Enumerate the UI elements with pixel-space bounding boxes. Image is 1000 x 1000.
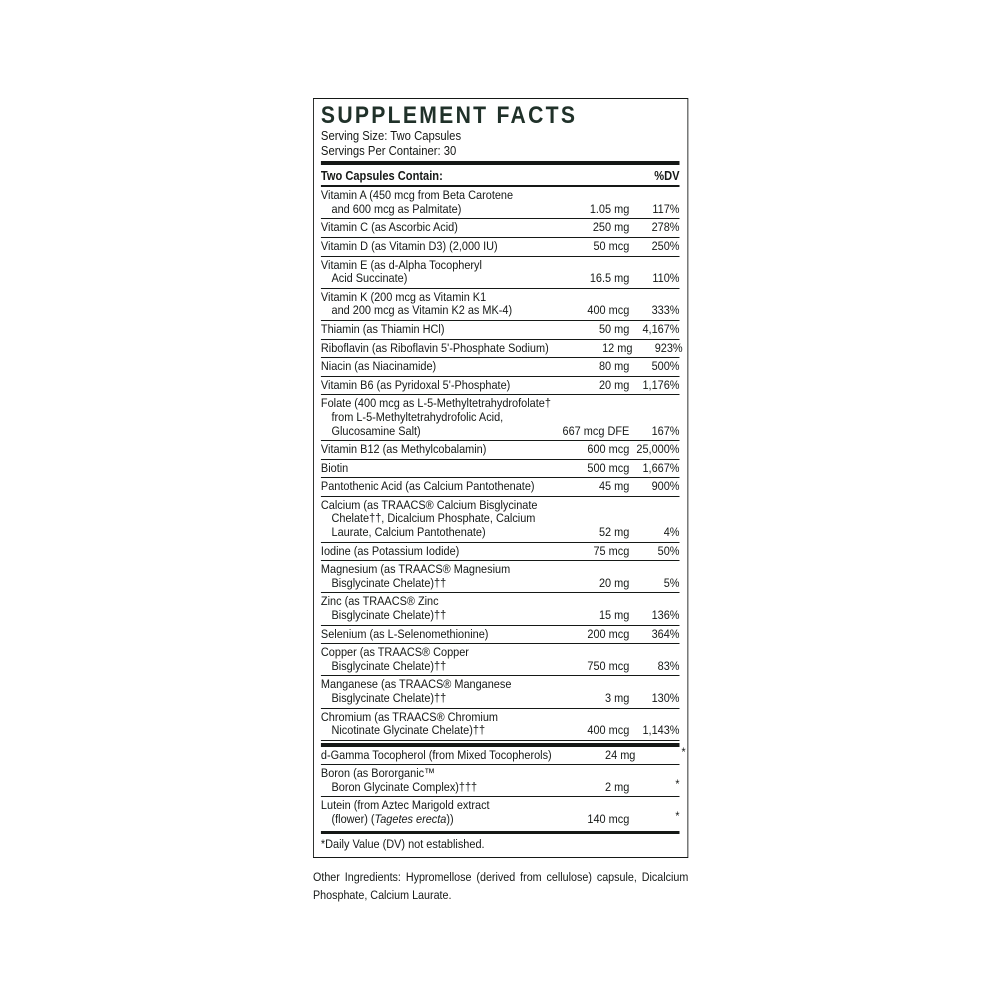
nutrient-name-line: and 600 mcg as Palmitate): [331, 201, 462, 216]
nutrient-amount: 12 mg: [602, 340, 633, 355]
nutrient-amount: 50 mcg: [593, 238, 630, 253]
nutrient-amount: 400 mcg: [587, 303, 630, 318]
other-ingredients-line2: Phosphate, Calcium Laurate.: [313, 887, 452, 902]
nutrient-name-line: Iodine (as Potassium Iodide): [320, 543, 460, 558]
nutrient-amount: 45 mg: [598, 479, 630, 494]
nutrient-name-line: Pantothenic Acid (as Calcium Pantothenate): [320, 479, 535, 494]
nutrient-row: [321, 441, 680, 460]
nutrient-name-line: Chromium (as TRAACS® Chromium: [320, 709, 499, 724]
nutrient-dv: 167%: [651, 423, 680, 438]
nutrient-row: [321, 289, 680, 321]
nutrient-amount: 750 mcg: [587, 658, 630, 673]
nutrient-amount: 16.5 mg: [589, 271, 630, 286]
nutrient-name-line: Acid Succinate): [331, 271, 408, 286]
nutrient-row: [321, 543, 680, 562]
nutrient-amount: 15 mg: [598, 608, 630, 623]
nutrient-dv: [629, 808, 680, 827]
nutrient-name-line: Vitamin C (as Ascorbic Acid): [320, 220, 458, 235]
nutrient-dv: 117%: [652, 201, 680, 216]
nutrient-name-segment: (flower) (: [331, 811, 375, 826]
nutrient-dv: 5%: [663, 575, 680, 590]
nutrient-name-segment: )): [446, 811, 454, 826]
nutrient-row: [321, 478, 680, 497]
nutrient-amount: 250 mg: [592, 220, 630, 235]
nutrient-dv: 136%: [651, 608, 680, 623]
nutrient-dv: 500%: [651, 359, 680, 374]
nutrient-name-line: Magnesium (as TRAACS® Magnesium: [320, 562, 511, 577]
nutrient-dv: 250%: [651, 238, 680, 253]
nutrient-name-line: Boron Glycinate Complex)†††: [331, 779, 478, 794]
nutrient-row: [321, 358, 680, 377]
nutrient-dv: 83%: [657, 658, 680, 673]
nutrient-amount: 400 mcg: [587, 723, 630, 738]
nutrient-name-line: Folate (400 mcg as L-5-Methyltetrahydrofolate†: [320, 396, 551, 411]
nutrient-name-line: Bisglycinate Chelate)††: [331, 575, 447, 590]
nutrient-name-line: [321, 813, 546, 827]
nutrient-dv: 900%: [651, 479, 680, 494]
nutrient-amount: 52 mg: [598, 525, 630, 540]
nutrient-amount: 75 mcg: [593, 543, 630, 558]
dv-footnote: *Daily Value (DV) not established.: [321, 831, 680, 853]
panel-title: SUPPLEMENT FACTS: [320, 102, 578, 129]
nutrient-dv: 4%: [663, 525, 680, 540]
nutrient-name-line: Manganese (as TRAACS® Manganese: [320, 677, 512, 692]
nutrient-amount: 140 mcg: [587, 811, 630, 826]
nutrient-row: [321, 676, 680, 708]
nutrient-amount: 2 mg: [605, 779, 630, 794]
nutrient-amount: 1.05 mg: [589, 201, 630, 216]
nutrient-name-italic-segment: Tagetes erecta: [374, 811, 447, 826]
nutrient-name-line: Glucosamine Salt): [331, 423, 421, 438]
nutrient-dv: 364%: [651, 626, 680, 641]
nutrient-name-line: Niacin (as Niacinamide): [320, 359, 437, 374]
servings-per-container: Servings Per Container: 30: [320, 143, 457, 158]
nutrient-name-line: Riboflavin (as Riboflavin 5'-Phosphate Sodium): [320, 340, 549, 355]
nutrient-amount: 600 mcg: [587, 442, 630, 457]
nutrient-row: [321, 561, 680, 593]
nutrient-name-line: Zinc (as TRAACS® Zinc: [320, 594, 439, 609]
nutrient-row: [321, 238, 680, 257]
nutrient-row: [321, 395, 680, 441]
other-ingredients-line1: Other Ingredients: Hypromellose (derived from cellulose) capsule, Dicalcium: [313, 870, 689, 884]
nutrient-dv: 1,143%: [642, 723, 680, 738]
nutrient-dv: 110%: [652, 271, 680, 286]
nutrient-name-line: Vitamin A (450 mcg from Beta Carotene: [320, 188, 514, 203]
nutrient-row: [321, 626, 680, 645]
nutrient-name-line: Nicotinate Glycinate Chelate)††: [331, 723, 486, 738]
table-header-row: [321, 165, 680, 187]
nutrient-amount: 24 mg: [605, 747, 636, 762]
nutrient-name-line: Vitamin B12 (as Methylcobalamin): [320, 442, 487, 457]
nutrient-name-line: Chelate††, Dicalcium Phosphate, Calcium: [331, 511, 536, 526]
nutrient-name-line: Vitamin B6 (as Pyridoxal 5'-Phosphate): [320, 377, 511, 392]
nutrient-dv: 1,667%: [642, 460, 680, 475]
nutrient-amount: 20 mg: [598, 377, 630, 392]
nutrient-row: [321, 321, 680, 340]
nutrient-name-line: d-Gamma Tocopherol (from Mixed Tocopherols): [320, 747, 552, 762]
nutrient-amount: 667 mcg DFE: [562, 423, 630, 438]
nutrient-name-line: and 200 mcg as Vitamin K2 as MK-4): [331, 303, 513, 318]
nutrient-dv: 278%: [651, 220, 680, 235]
nutrient-row: [321, 709, 680, 741]
nutrient-row: [321, 765, 680, 797]
nutrient-name-line: Laurate, Calcium Pantothenate): [331, 525, 486, 540]
nutrient-dv: 1,176%: [642, 377, 680, 392]
nutrient-rows: [320, 187, 683, 741]
nutrient-row: [321, 460, 680, 479]
nutrient-amount: 80 mg: [598, 359, 630, 374]
nutrient-name-line: Calcium (as TRAACS® Calcium Bisglycinate: [320, 497, 538, 512]
nutrient-amount: 3 mg: [605, 691, 630, 705]
nutrient-row: [321, 797, 680, 830]
nutrient-name-line: from L-5-Methyltetrahydrofolic Acid,: [331, 409, 504, 424]
nutrient-row: [321, 497, 680, 543]
serving-size: Serving Size: Two Capsules: [320, 128, 462, 143]
nutrient-name-line: Thiamin (as Thiamin HCl): [320, 321, 445, 336]
nutrient-name-line: Biotin: [320, 460, 349, 475]
nutrient-dv: 130%: [651, 691, 680, 705]
nutrient-dv: 923%: [654, 340, 683, 355]
extra-nutrient-rows: [320, 744, 686, 831]
other-ingredients: [313, 869, 688, 904]
nutrient-amount: 50 mg: [598, 321, 630, 336]
nutrient-name-line: Copper (as TRAACS® Copper: [320, 645, 469, 660]
nutrient-row: [321, 187, 680, 219]
nutrient-amount: 500 mcg: [587, 460, 630, 475]
nutrient-dv: 4,167%: [642, 321, 680, 336]
nutrient-row: [320, 744, 686, 766]
dv-header-label: %DV: [654, 168, 680, 183]
nutrient-amount: 200 mcg: [587, 626, 630, 641]
nutrient-row: [321, 593, 680, 625]
nutrient-name-line: Vitamin E (as d-Alpha Tocopheryl: [320, 257, 482, 272]
nutrient-name-line: Selenium (as L-Selenomethionine): [320, 626, 489, 641]
nutrient-dv: 25,000%: [636, 442, 680, 457]
dv-asterisk: *: [681, 744, 686, 759]
nutrient-name-line: Vitamin K (200 mcg as Vitamin K1: [320, 289, 487, 304]
nutrient-name-line: Lutein (from Aztec Marigold extract: [320, 798, 490, 813]
nutrient-row: [321, 644, 680, 676]
supplement-facts-panel: [313, 98, 688, 858]
nutrient-name-line: Bisglycinate Chelate)††: [331, 691, 447, 705]
dv-asterisk: *: [675, 808, 680, 823]
column-header-label: Two Capsules Contain:: [320, 168, 443, 183]
nutrient-amount: 20 mg: [598, 575, 630, 590]
nutrient-dv: 50%: [657, 543, 680, 558]
nutrient-row: [320, 340, 683, 359]
nutrient-name-line: Bisglycinate Chelate)††: [331, 658, 447, 673]
nutrient-name-line: Bisglycinate Chelate)††: [331, 608, 447, 623]
nutrient-row: [321, 377, 680, 396]
nutrient-dv: [629, 776, 680, 795]
nutrient-name-line: Vitamin D (as Vitamin D3) (2,000 IU): [320, 238, 498, 253]
nutrient-row: [321, 257, 680, 289]
dv-asterisk: *: [675, 776, 680, 791]
nutrient-dv: 333%: [651, 303, 680, 318]
nutrient-row: [321, 219, 680, 238]
nutrient-name-line: Boron (as Bororganic™: [320, 766, 436, 781]
nutrient-dv: [635, 744, 686, 763]
